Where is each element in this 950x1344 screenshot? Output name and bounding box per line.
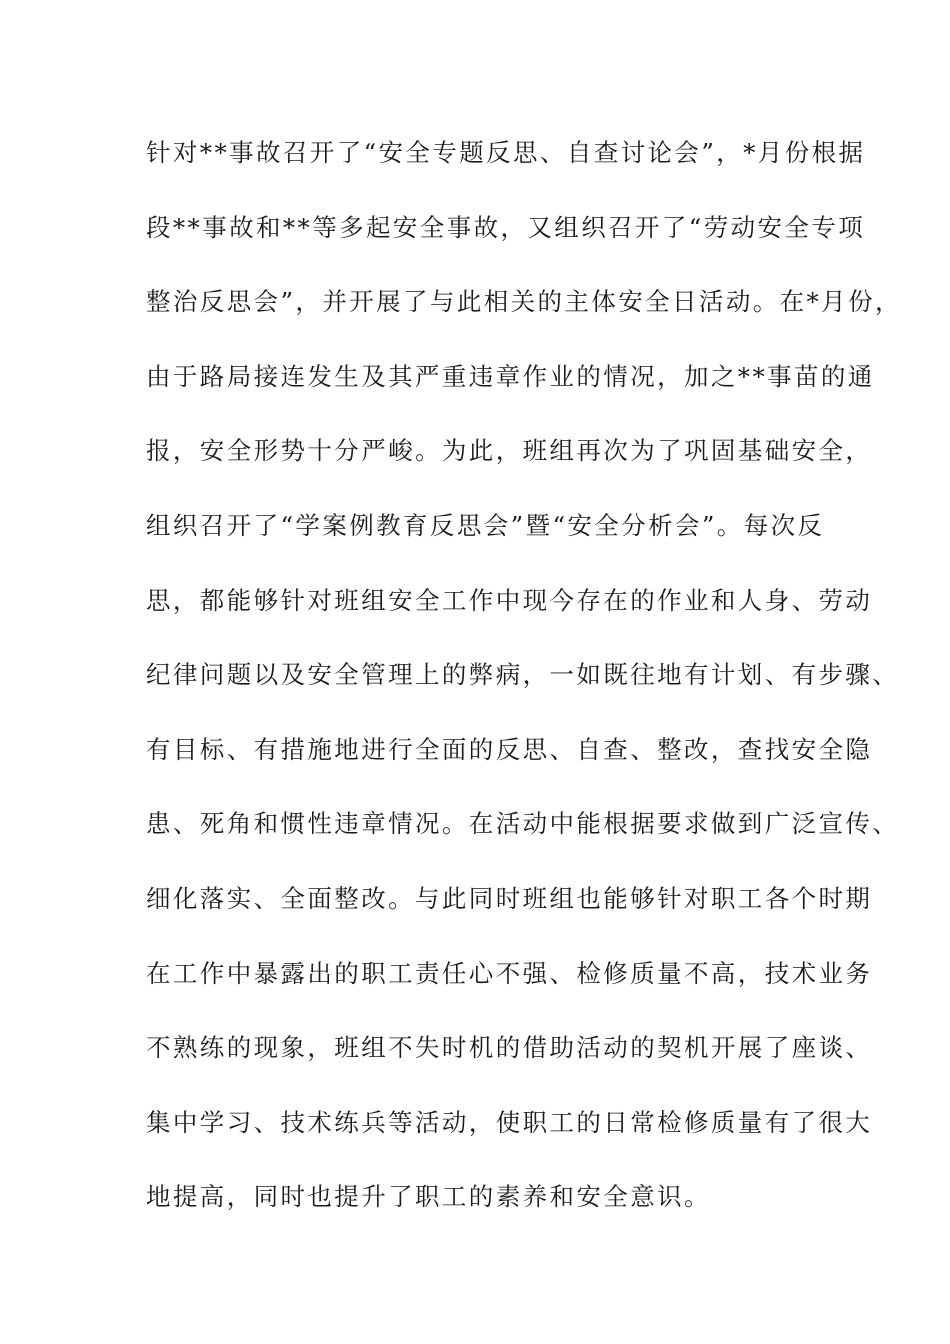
paragraph-line-8: 纪律问题以及安全管理上的弊病，一如既往地有计划、有步骤、 (146, 660, 900, 690)
body-paragraph (146, 131, 902, 1250)
paragraph-line-5: 报，安全形势十分严峻。为此，班组再次为了巩固基础安全， (146, 436, 873, 466)
paragraph-line-3: 整治反思会”，并开展了与此相关的主体安全日活动。在*月份， (146, 287, 902, 317)
paragraph-line-1: 针对**事故召开了“安全专题反思、自查讨论会”，*月份根据 (146, 138, 866, 167)
paragraph-line-13: 不熟练的现象，班组不失时机的借助活动的契机开展了座谈、 (146, 1033, 873, 1063)
paragraph-line-14: 集中学习、技术练兵等活动，使职工的日常检修质量有了很大 (146, 1107, 873, 1137)
paragraph-line-7: 思，都能够针对班组安全工作中现今存在的作业和人身、劳动 (146, 585, 873, 615)
paragraph-line-15: 地提高，同时也提升了职工的素养和安全意识。 (146, 1182, 711, 1212)
paragraph-line-2: 段**事故和**等多起安全事故，又组织召开了“劳动安全专项 (146, 212, 866, 242)
paragraph-line-10: 患、死角和惯性违章情况。在活动中能根据要求做到广泛宣传、 (146, 809, 900, 839)
paragraph-line-4: 由于路局接连发生及其严重违章作业的情况，加之**事苗的通 (146, 361, 875, 391)
paragraph-line-12: 在工作中暴露出的职工责任心不强、检修质量不高，技术业务 (146, 958, 873, 988)
paragraph-line-9: 有目标、有措施地进行全面的反思、自查、整改，查找安全隐 (146, 734, 873, 764)
paragraph-line-6: 组织召开了“学案例教育反思会”暨“安全分析会”。每次反 (146, 510, 825, 540)
paragraph-line-11: 细化落实、全面整改。与此同时班组也能够针对职工各个时期 (146, 883, 873, 913)
